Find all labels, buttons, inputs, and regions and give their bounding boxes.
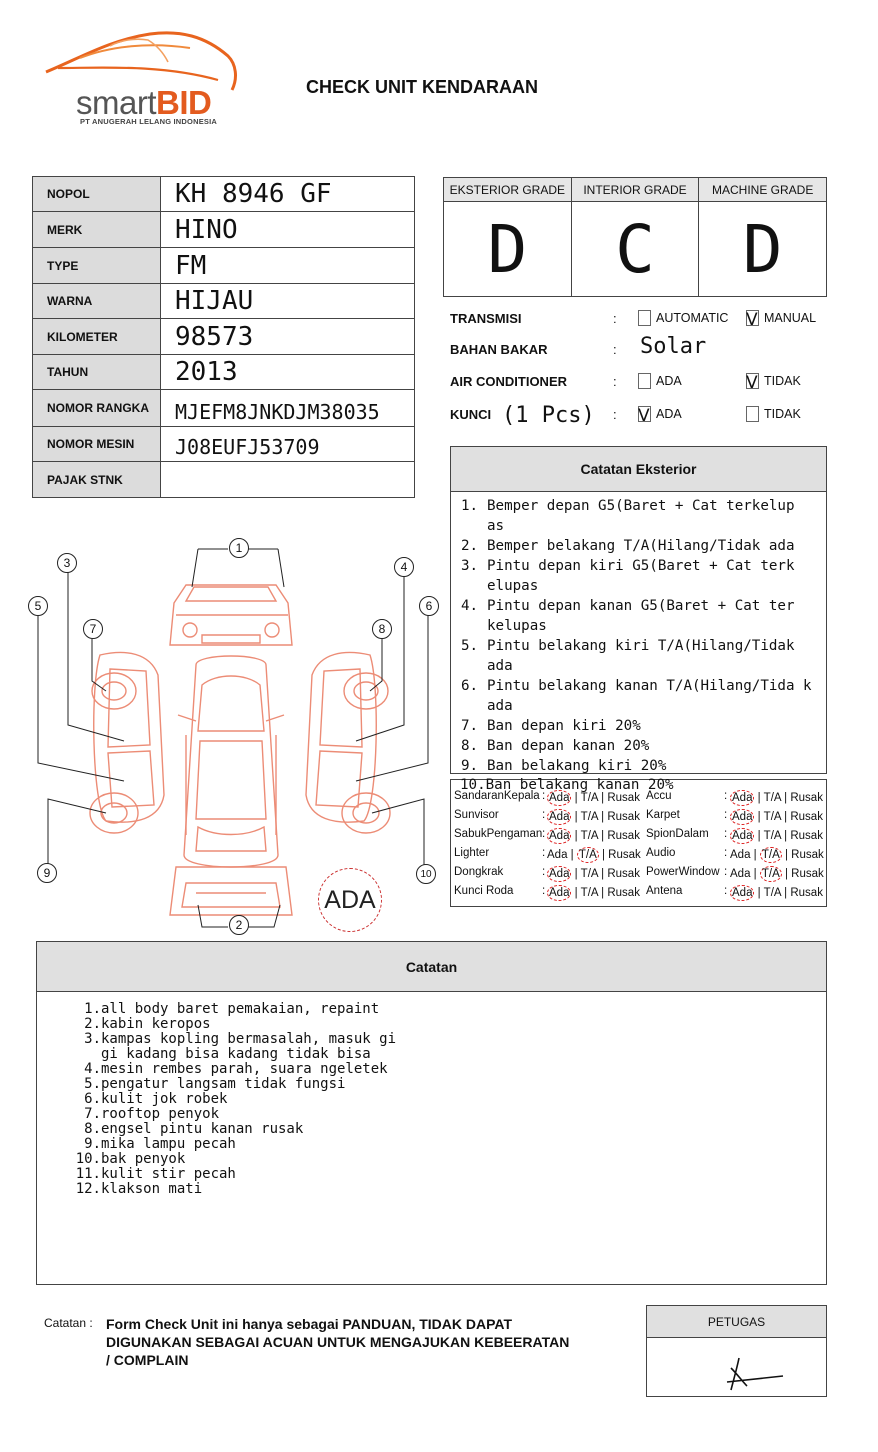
bahan-bakar-value: Solar xyxy=(640,334,707,359)
accessory-option-ta[interactable]: T/A xyxy=(580,792,598,804)
note-num: 9. xyxy=(84,1136,101,1152)
exterior-note-item xyxy=(461,556,826,596)
exterior-note-text: Bemper depan G5(Baret + Cat terkelup as xyxy=(487,498,795,534)
accessory-option-ada[interactable]: Ada xyxy=(549,887,570,899)
exterior-notes-panel xyxy=(450,446,827,774)
exterior-note-item xyxy=(461,596,826,636)
exterior-note-item xyxy=(461,496,826,536)
accessory-colon: : xyxy=(542,828,546,840)
accessory-colon: : xyxy=(724,866,728,878)
exterior-note-item xyxy=(461,756,826,774)
exterior-note-num: 7. xyxy=(461,718,479,734)
accessory-options: Ada | T/A | Rusak xyxy=(732,792,823,804)
accessory-option-rusak[interactable]: Rusak xyxy=(791,868,824,880)
exterior-note-overflow: 10.Ban belakang kanan 20% xyxy=(460,777,674,793)
vehicle-field-label: WARNA xyxy=(33,284,161,318)
exterior-note-text: Ban depan kanan 20% xyxy=(487,738,650,754)
checkbox[interactable] xyxy=(638,310,651,326)
diagram-marker: 6 xyxy=(419,596,439,616)
note-text: all body baret pemakaian, repaint xyxy=(101,1001,380,1017)
exterior-note-item xyxy=(461,536,826,556)
exterior-note-num: 3. xyxy=(461,558,479,574)
accessory-option-ta[interactable]: T/A xyxy=(763,811,781,823)
vehicle-field-value: J08EUFJ53709 xyxy=(175,435,320,459)
checkbox-checked[interactable]: V xyxy=(746,310,758,330)
accessory-options: Ada | T/A | Rusak xyxy=(732,887,823,899)
exterior-note-num: 5. xyxy=(461,638,479,654)
diagram-marker: 1 xyxy=(229,538,249,558)
accessory-option-rusak[interactable]: Rusak xyxy=(607,887,640,899)
accessory-option-ada[interactable]: Ada xyxy=(732,830,753,842)
exterior-note-text: Bemper belakang T/A(Hilang/Tidak ada xyxy=(487,538,795,554)
smartbid-logo: smartBID PT ANUGERAH LELANG INDONESIA xyxy=(40,28,250,130)
accessory-name: Karpet xyxy=(646,809,680,821)
note-num: 6. xyxy=(84,1091,101,1107)
note-text: klakson mati xyxy=(101,1181,203,1197)
vehicle-field-label: KILOMETER xyxy=(33,319,161,354)
vehicle-field-label: NOMOR RANGKA xyxy=(33,390,161,426)
vehicle-field-label: NOPOL xyxy=(33,177,161,211)
note-text: bak penyok xyxy=(101,1151,186,1167)
accessory-option-ta[interactable]: T/A xyxy=(763,792,781,804)
page-title: CHECK UNIT KENDARAAN xyxy=(306,77,538,97)
accessory-options: Ada | T/A | Rusak xyxy=(549,887,640,899)
ada-stamp: ADA xyxy=(318,868,382,932)
exterior-note-num: 9. xyxy=(461,758,479,774)
note-num xyxy=(65,1047,101,1062)
accessory-name: Accu xyxy=(646,790,672,802)
vehicle-row xyxy=(33,462,414,497)
accessory-option-rusak[interactable]: Rusak xyxy=(608,849,641,861)
note-item xyxy=(65,1092,826,1107)
accessory-name: Sunvisor xyxy=(454,809,499,821)
grade-value: D xyxy=(742,210,783,288)
vehicle-field-value xyxy=(161,462,414,497)
kunci-label: KUNCI xyxy=(450,407,492,422)
kunci-colon: : xyxy=(613,407,617,422)
accessory-colon: : xyxy=(724,809,728,821)
exterior-notes-title: Catatan Eksterior xyxy=(451,447,826,492)
ac-colon: : xyxy=(613,374,617,389)
grade-label: INTERIOR GRADE xyxy=(572,178,699,202)
accessory-colon: : xyxy=(542,885,546,897)
accessory-option-rusak[interactable]: Rusak xyxy=(607,868,640,880)
vehicle-field-label: TAHUN xyxy=(33,355,161,389)
signature-icon xyxy=(647,1338,828,1396)
transmisi-automatic-option[interactable]: AUTOMATIC xyxy=(638,310,728,326)
accessory-option-ta[interactable]: T/A xyxy=(761,849,780,861)
accessory-options: Ada | T/A | Rusak xyxy=(732,811,823,823)
grade-column xyxy=(699,178,826,296)
note-item xyxy=(65,1182,826,1197)
exterior-note-num: 6. xyxy=(461,678,479,694)
accessory-options: Ada | T/A | Rusak xyxy=(730,868,824,880)
vehicle-row xyxy=(33,248,414,284)
exterior-note-item xyxy=(461,636,826,676)
accessory-colon: : xyxy=(724,847,728,859)
exterior-note-num: 1. xyxy=(461,498,479,514)
grade-value: C xyxy=(615,210,655,288)
exterior-note-text: Ban belakang kiri 20% xyxy=(487,758,667,774)
vehicle-field-value: KH 8946 GF xyxy=(175,179,332,209)
exterior-notes-list xyxy=(451,492,826,774)
accessory-name: Audio xyxy=(646,847,676,859)
accessory-option-ada[interactable]: Ada xyxy=(732,811,753,823)
accessory-option-ada[interactable]: Ada xyxy=(549,830,570,842)
note-text: gi kadang bisa kadang tidak bisa xyxy=(101,1046,371,1062)
vehicle-identity-table xyxy=(32,176,415,498)
grade-label: MACHINE GRADE xyxy=(699,178,826,202)
bahan-bakar-label: BAHAN BAKAR xyxy=(450,342,548,357)
accessory-option-ada[interactable]: Ada xyxy=(549,792,570,804)
notes-panel xyxy=(36,941,827,1285)
accessory-option-rusak[interactable]: Rusak xyxy=(607,792,640,804)
accessory-option-ada[interactable]: Ada xyxy=(732,887,753,899)
accessory-option-rusak[interactable]: Rusak xyxy=(790,830,823,842)
grade-label: EKSTERIOR GRADE xyxy=(444,178,571,202)
accessory-options: Ada | T/A | Rusak xyxy=(549,811,640,823)
note-text: mesin rembes parah, suara ngeletek xyxy=(101,1061,388,1077)
accessory-option-ada[interactable]: Ada xyxy=(732,792,753,804)
accessory-options: Ada | T/A | Rusak xyxy=(549,868,640,880)
accessory-colon: : xyxy=(724,828,728,840)
accessory-colon: : xyxy=(542,790,546,802)
accessory-options: Ada | T/A | Rusak xyxy=(549,830,640,842)
note-num: 8. xyxy=(84,1121,101,1137)
grade-value: D xyxy=(487,210,528,288)
transmisi-label: TRANSMISI xyxy=(450,311,522,326)
vehicle-row xyxy=(33,212,414,248)
note-item xyxy=(65,1002,826,1017)
footer-label: Catatan : xyxy=(44,1316,93,1330)
accessory-option-ada[interactable]: Ada xyxy=(730,868,751,880)
diagram-marker: 3 xyxy=(57,553,77,573)
ac-ada-option[interactable]: ADA xyxy=(638,373,682,389)
exterior-note-text: Pintu depan kiri G5(Baret + Cat terk elupas xyxy=(487,558,795,594)
accessory-option-ta[interactable]: T/A xyxy=(763,830,781,842)
accessory-colon: : xyxy=(542,809,546,821)
vehicle-damage-diagram xyxy=(26,535,444,935)
vehicle-row xyxy=(33,390,414,427)
note-item xyxy=(65,1017,826,1032)
note-num: 5. xyxy=(84,1076,101,1092)
note-text: rooftop penyok xyxy=(101,1106,220,1122)
accessory-option-ta[interactable]: T/A xyxy=(761,868,780,880)
petugas-title: PETUGAS xyxy=(647,1306,826,1338)
exterior-note-text: Pintu belakang kiri T/A(Hilang/Tidak ada xyxy=(487,638,795,674)
accessory-option-ta[interactable]: T/A xyxy=(763,887,781,899)
bahan-bakar-colon: : xyxy=(613,342,617,357)
kunci-ada-option[interactable]: V ADA xyxy=(638,406,682,426)
note-num: 11. xyxy=(75,1166,101,1182)
kunci-count: (1 Pcs) xyxy=(502,403,595,428)
vehicle-field-label: PAJAK STNK xyxy=(33,462,161,497)
note-item xyxy=(65,1047,826,1062)
accessory-options: Ada | T/A | Rusak xyxy=(730,849,824,861)
diagram-marker: 4 xyxy=(394,557,414,577)
accessory-option-rusak[interactable]: Rusak xyxy=(791,849,824,861)
marker-leader-lines xyxy=(38,549,428,927)
note-num: 2. xyxy=(84,1016,101,1032)
note-num: 3. xyxy=(84,1031,101,1047)
ac-label: AIR CONDITIONER xyxy=(450,374,567,389)
accessory-name: Kunci Roda xyxy=(454,885,514,897)
accessory-options: Ada | T/A | Rusak xyxy=(547,849,641,861)
diagram-marker: 5 xyxy=(28,596,48,616)
accessory-option-ta[interactable]: T/A xyxy=(580,830,598,842)
vehicle-field-value: 98573 xyxy=(175,322,254,352)
note-num: 1. xyxy=(84,1001,101,1017)
note-text: engsel pintu kanan rusak xyxy=(101,1121,304,1137)
transmisi-colon: : xyxy=(613,311,617,326)
diagram-marker: 9 xyxy=(37,863,57,883)
note-num: 10. xyxy=(75,1151,101,1167)
note-text: kulit jok robek xyxy=(101,1091,228,1107)
note-item xyxy=(65,1032,826,1047)
note-item xyxy=(65,1152,826,1167)
exterior-note-num: 8. xyxy=(461,738,479,754)
vehicle-row xyxy=(33,284,414,319)
accessory-colon: : xyxy=(724,885,728,897)
vehicle-row xyxy=(33,427,414,462)
ac-tidak-option[interactable]: V TIDAK xyxy=(746,373,801,393)
note-text: mika lampu pecah xyxy=(101,1136,236,1152)
notes-title: Catatan xyxy=(37,942,826,992)
kunci-tidak-option[interactable]: TIDAK xyxy=(746,406,801,422)
accessory-options: Ada | T/A | Rusak xyxy=(549,792,640,804)
exterior-note-text: Pintu belakang kanan T/A(Hilang/Tida k ada xyxy=(487,678,812,714)
accessory-option-rusak[interactable]: Rusak xyxy=(790,811,823,823)
exterior-note-item xyxy=(461,716,826,736)
note-item xyxy=(65,1077,826,1092)
accessory-colon: : xyxy=(542,866,546,878)
accessory-option-ada[interactable]: Ada xyxy=(730,849,751,861)
vehicle-field-label: TYPE xyxy=(33,248,161,283)
accessory-option-rusak[interactable]: Rusak xyxy=(790,792,823,804)
accessory-option-rusak[interactable]: Rusak xyxy=(790,887,823,899)
checkbox-checked[interactable]: V xyxy=(746,373,758,393)
checkbox[interactable] xyxy=(746,406,759,422)
diagram-marker: 8 xyxy=(372,619,392,639)
note-text: kampas kopling bermasalah, masuk gi xyxy=(101,1031,397,1047)
exterior-note-num: 2. xyxy=(461,538,479,554)
vehicle-row xyxy=(33,355,414,390)
notes-list xyxy=(37,992,826,1197)
note-text: pengatur langsam tidak fungsi xyxy=(101,1076,346,1092)
logo-tagline: PT ANUGERAH LELANG INDONESIA xyxy=(80,117,217,126)
vehicle-field-label: MERK xyxy=(33,212,161,247)
accessory-options: Ada | T/A | Rusak xyxy=(732,830,823,842)
car-outline xyxy=(90,585,390,915)
exterior-note-text: Pintu depan kanan G5(Baret + Cat ter kelupas xyxy=(487,598,795,634)
exterior-note-text: Ban depan kiri 20% xyxy=(487,718,641,734)
grade-column xyxy=(572,178,700,296)
accessory-name: Dongkrak xyxy=(454,866,504,878)
note-item xyxy=(65,1062,826,1077)
exterior-note-item xyxy=(461,676,826,716)
vehicle-field-value: HIJAU xyxy=(175,286,254,316)
accessory-name: SpionDalam xyxy=(646,828,709,840)
diagram-marker: 2 xyxy=(229,915,249,935)
vehicle-row xyxy=(33,177,414,212)
accessory-colon: : xyxy=(724,790,728,802)
accessory-option-ta[interactable]: T/A xyxy=(580,811,598,823)
vehicle-field-value: FM xyxy=(175,251,207,281)
note-num: 7. xyxy=(84,1106,101,1122)
accessories-panel xyxy=(450,779,827,907)
grade-column xyxy=(444,178,572,296)
accessory-option-ta[interactable]: T/A xyxy=(580,887,598,899)
accessory-option-ada[interactable]: Ada xyxy=(547,849,568,861)
accessory-option-ta[interactable]: T/A xyxy=(580,868,598,880)
transmisi-manual-option[interactable]: V MANUAL xyxy=(746,310,817,330)
note-item xyxy=(65,1107,826,1122)
note-num: 12. xyxy=(75,1181,101,1197)
note-text: kulit stir pecah xyxy=(101,1166,236,1182)
note-item xyxy=(65,1137,826,1152)
accessory-colon: : xyxy=(542,847,546,859)
diagram-marker: 7 xyxy=(83,619,103,639)
accessory-option-ada[interactable]: Ada xyxy=(549,868,570,880)
note-item xyxy=(65,1122,826,1137)
note-item xyxy=(65,1167,826,1182)
vehicle-row xyxy=(33,319,414,355)
vehicle-field-value: MJEFM8JNKDJM38035 xyxy=(175,400,380,424)
accessory-name: SandaranKepala xyxy=(454,790,540,802)
accessory-name: SabukPengaman xyxy=(454,828,543,840)
accessory-option-rusak[interactable]: Rusak xyxy=(607,811,640,823)
accessory-option-rusak[interactable]: Rusak xyxy=(607,830,640,842)
exterior-note-num: 4. xyxy=(461,598,479,614)
accessory-name: Lighter xyxy=(454,847,490,859)
checkbox-checked[interactable]: V xyxy=(638,406,650,426)
footer-disclaimer: Form Check Unit ini hanya sebagai PANDUAN, TIDAK DAPAT DIGUNAKAN SEBAGAI ACUAN UNTUK MENGAJUKAN KEBEERATAN / COMPLAIN xyxy=(106,1316,570,1368)
accessory-option-ada[interactable]: Ada xyxy=(549,811,570,823)
diagram-marker: 10 xyxy=(416,864,436,884)
vehicle-field-value: HINO xyxy=(175,215,238,245)
petugas-box xyxy=(646,1305,827,1397)
checkbox[interactable] xyxy=(638,373,651,389)
vehicle-field-label: NOMOR MESIN xyxy=(33,427,161,461)
grade-panel xyxy=(443,177,827,297)
accessory-name: Antena xyxy=(646,885,683,897)
vehicle-field-value: 2013 xyxy=(175,357,238,387)
accessory-name: PowerWindow xyxy=(646,866,720,878)
note-num: 4. xyxy=(84,1061,101,1077)
note-text: kabin keropos xyxy=(101,1016,211,1032)
exterior-note-item xyxy=(461,736,826,756)
accessory-option-ta[interactable]: T/A xyxy=(578,849,597,861)
